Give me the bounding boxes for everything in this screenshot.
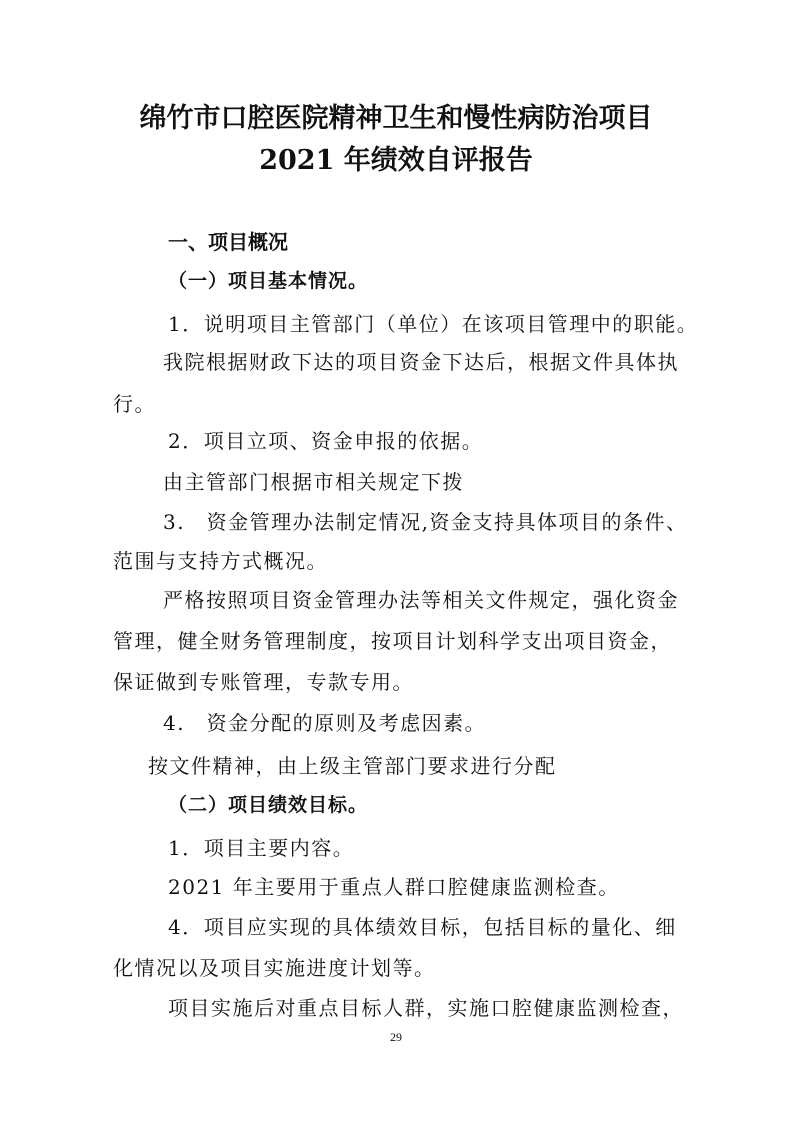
document-title-line1: 绵竹市口腔医院精神卫生和慢性病防治项目 (139, 103, 653, 134)
item-3-text-line1: 严格按照项目资金管理办法等相关文件规定，强化资金 (163, 588, 679, 612)
page-number: 29 (390, 1030, 402, 1044)
item-1-text-line1: 我院根据财政下达的项目资金下达后，根据文件具体执 (163, 350, 679, 374)
item-2-heading: 2．项目立项、资金申报的依据。 (168, 429, 484, 453)
item-2-text: 由主管部门根据市相关规定下拨 (163, 470, 464, 494)
goal-1-heading: 1．项目主要内容。 (168, 836, 355, 860)
item-3-heading-line2: 范围与支持方式概况。 (113, 549, 328, 573)
item-3-text-line3: 保证做到专账管理，专款专用。 (113, 670, 414, 694)
goal-4-text: 项目实施后对重点目标人群，实施口腔健康监测检查， (168, 996, 684, 1020)
section-heading-overview: 一、项目概况 (168, 230, 288, 254)
item-3-heading-line1: 3. 资金管理办法制定情况,资金支持具体项目的条件、 (163, 510, 688, 534)
item-4-text: 按文件精神，由上级主管部门要求进行分配 (148, 754, 557, 778)
item-3-text-line2: 管理，健全财务管理制度，按项目计划科学支出项目资金， (113, 629, 672, 653)
goal-1-text: 2021 年主要用于重点人群口腔健康监测检查。 (168, 875, 620, 899)
subsection-heading-basic-info: （一）项目基本情况。 (168, 270, 369, 292)
goal-4-heading-line1: 4．项目应实现的具体绩效目标，包括目标的量化、细 (168, 915, 677, 939)
item-1-text-line2: 行。 (113, 392, 156, 416)
goal-4-heading-line2: 化情况以及项目实施进度计划等。 (113, 956, 436, 980)
subsection-heading-performance-goals: （二）项目绩效目标。 (168, 794, 369, 816)
item-1-heading: 1．说明项目主管部门（单位）在该项目管理中的职能。 (168, 312, 699, 336)
document-title-line2: 2021 年绩效自评报告 (259, 145, 533, 176)
item-4-heading: 4. 资金分配的原则及考虑因素。 (163, 711, 487, 735)
